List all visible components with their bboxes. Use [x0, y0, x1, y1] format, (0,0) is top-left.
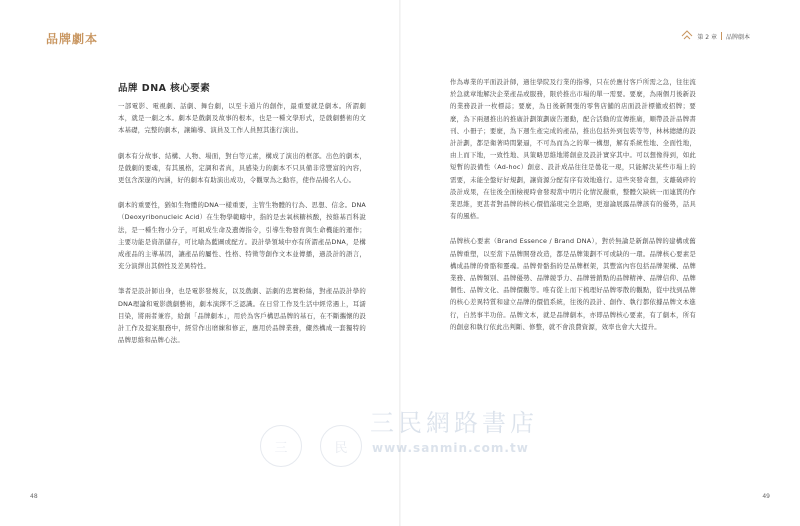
left-text-column: [118, 100, 366, 359]
chapter-label: 第 2 章: [697, 33, 717, 41]
paragraph: 劇本有分故事、結構、人物、場面，對白等元素，構成了演出的框部。出色的劇本，是戲劇的要魂，有其風格，定調和者真，具感染力的劇本不只具備非常豐富的內容，更包含深邃的內涵，好的劇本有助演出成功，令觀眾為之動容，使作品揚名人心。: [118, 151, 366, 185]
watermark-title: 三民網路書店: [370, 409, 538, 437]
chapter-separator: [721, 32, 722, 40]
watermark-circle-left: 三: [260, 425, 302, 467]
watermark-url: www.sanmin.com.tw: [372, 441, 529, 455]
watermark: [220, 395, 580, 505]
running-title: 品牌劇本: [46, 32, 99, 46]
brand-logo-icon: [681, 30, 693, 42]
paragraph: 筆者是設計師出身，也是電影發燒友，以及戲劇、話劇的忠實粉絲，對產品設計學的DNA理論和電影戲劇藝術，劇本演繹不乏認識。在日常工作及生活中經常遇上，耳濡目染，將兩者兼容，給創「品牌劇本」，用於為客戶構思品牌的基石，在不斷攜懷的設計工作及提案服務中，經常作出磨練和修正，應用於品牌業務，儼然構成一套獨特的品牌思維和品牌心法。: [118, 287, 366, 345]
paragraph: 品牌核心要素（Brand Essence / Brand DNA），對於無論是新創品牌的建構或舊品牌重塑，以至當下品牌開發改造，都是品牌策劃不可或缺的一環。品牌核心要素是構成品牌的骨骼和靈魂。品牌骨骼指的是品牌框架，其豐富內容包括品牌架構、品牌業務、品牌類別、品牌優勢、品牌競爭力、品牌營銷點的品牌精神、品牌信仰、品牌個性、品牌文化、品牌價觀等。唯有從上而下梳理好品牌零散的觀點，從中找到品牌的核心差異特質和建立品牌的價值系統，往後的設計、創作、執行都依據品牌文本進行，自然事半功倍。品牌文本，就是品牌劇本，亦即品牌核心要素，有了劇本，所有的創意和執行依此出判斷、修整，就不會浪費資源，效率也會大大提升。: [450, 237, 696, 331]
paragraph: 作為專業的平面設計師，過往學院及行業的指導，只在於應付客戶所需之急，往往流於急就章地解決企業產品或服務，限於推出市場的單一需要。要麼，為兩個月後新設的業務設計一枚標誌；要麼，為日後新開張的零售店舖的店面設計標徽或招牌；要麼，為下兩週推出的推廣計劃策劃廣告運動，配合活動的宣傳推廣，順帶設計品牌書刊、小冊子；要麼，為下週生產完成的產品，推出包括外到包裝等等，林林總總的設計計劃，都是衛著時間緊逼，不可為而為之的單一構想，解有系統性地、全面性地，由上而下地，一致性地、具策略思維地將創意及設計實穿其中。可以想像得到，如此短暫的設備性（Ad-hoc）創意、設計成品往往是曇花一現，只能解決某些市場上的需要，未能全盤好好規劃，讓資源分配有序有效地進行。這些突發奇想，支離破碎的設計成果，在往後全面檢視時會發現當中明片化情況嚴重，整體欠缺統一而連貫的作業思維，更甚者對品牌的核心價值滿現完全忽略，更遑論展露品牌該有的優勢，話具有的風格。: [450, 78, 696, 221]
chapter-title: 品牌劇本: [725, 33, 750, 41]
right-text-column: [450, 76, 696, 346]
section-heading: 品牌 DNA 核心要素: [118, 83, 211, 94]
page-number-right: 49: [762, 493, 770, 500]
page-number-left: 48: [30, 493, 38, 500]
paragraph: 一部電影、電視劇、話劇、舞台劇，以至卡通片的創作，最重要就是劇本。所謂劇本，就是一劇之本。劇本是戲劇及故事的根本，也是一種文學形式，是戲劇藝術的文本基礎，完整的劇本，讓編導、演員及工作人員照其進行演出。: [118, 102, 366, 135]
watermark-circle-right: 民: [320, 425, 362, 467]
chapter-marker: [681, 30, 750, 42]
paragraph: 劇本的重要性，猶如生物體的DNA一樣重要，主管生物體的行為、思想、信念。DNA（Deoxyribonucleic Acid）在生物學範疇中，指的是去氧核糖核酸，按維基百科說法，是一種生物小分子，可組成生命及遺傳指令，引導生物發育與生命機能的運作；主要功能是資訊儲存，可比喻為藍圖或配方。設計學領域中亦有所謂產品DNA，是構成產品的主導基因，讓產品的屬性、性格、特徵等創作文本並傳播，過設計的語言，充分演繹出其個性及差異特性。: [118, 201, 366, 271]
